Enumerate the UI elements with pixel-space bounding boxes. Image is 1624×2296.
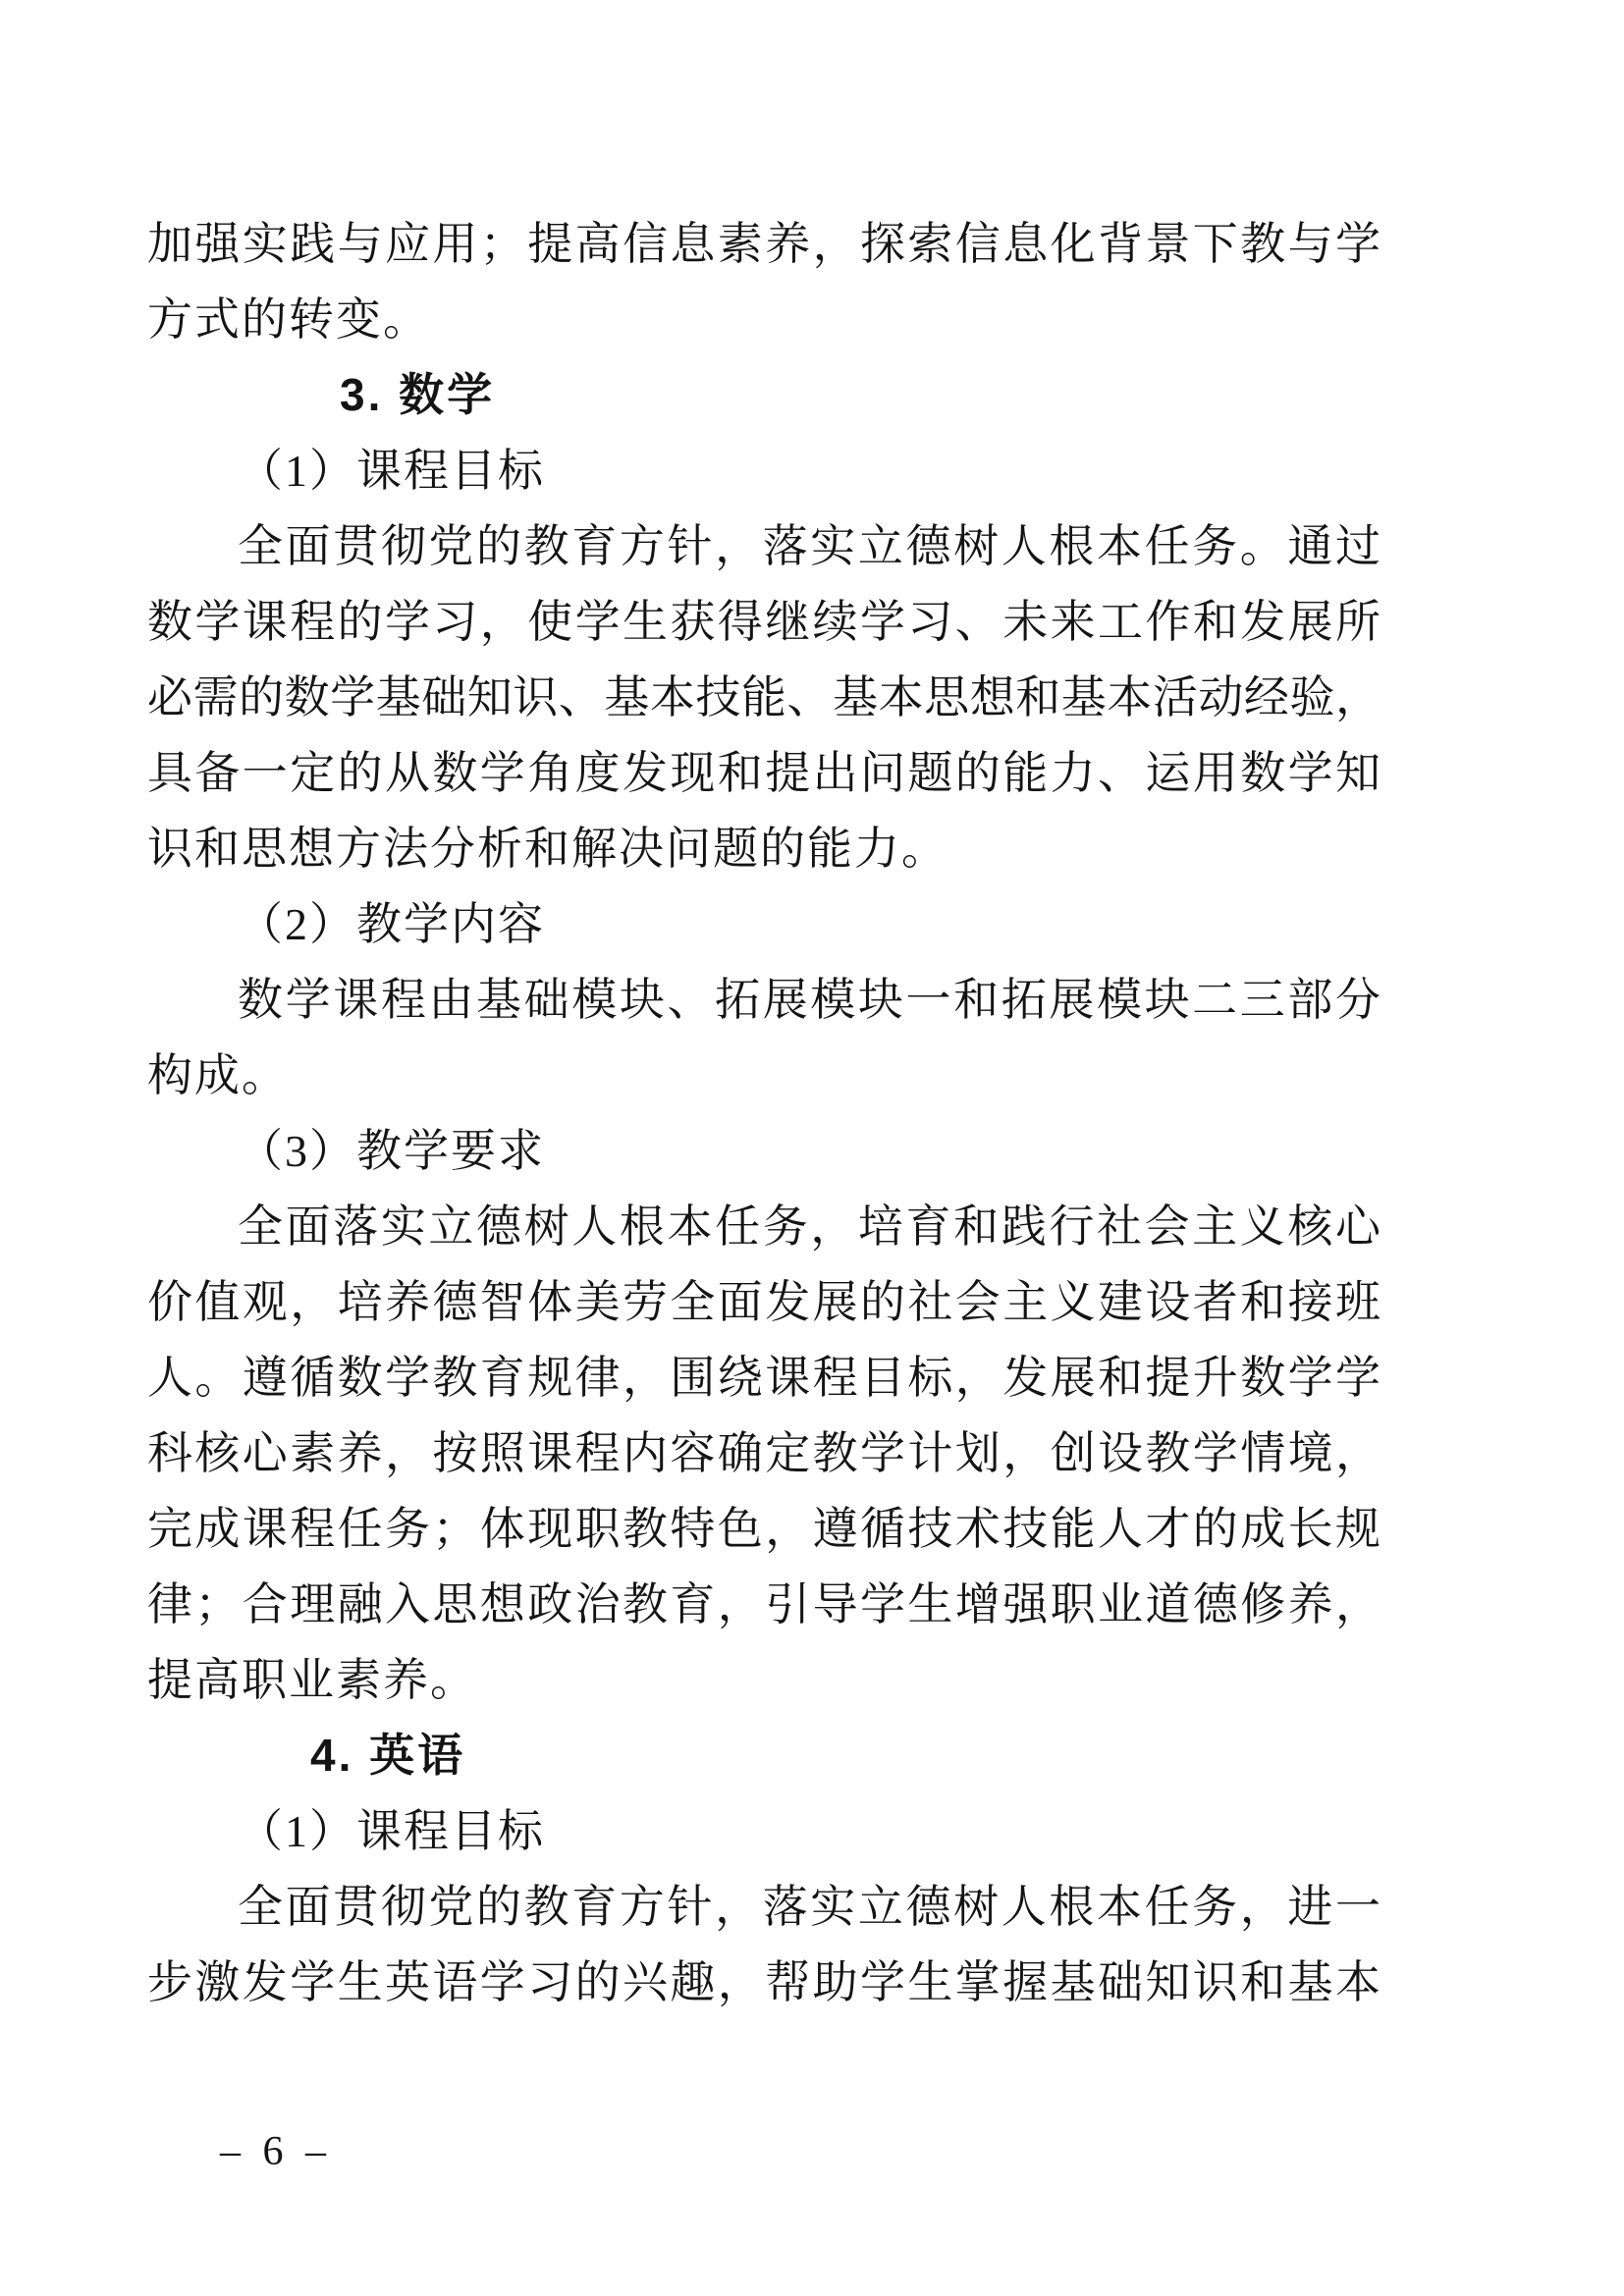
section-heading: 4. 英语 xyxy=(310,1730,466,1781)
section-heading: 3. 数学 xyxy=(340,369,496,420)
text-line: （1）课程目标 xyxy=(238,1806,545,1856)
text-line: 步激发学生英语学习的兴趣，帮助学生掌握基础知识和基本 xyxy=(147,1957,1380,2007)
text-line: 构成。 xyxy=(147,1050,289,1100)
text-line: 具备一定的从数学角度发现和提出问题的能力、运用数学知 xyxy=(147,748,1380,798)
document-body xyxy=(147,206,1380,2020)
text-line: 数学课程的学习，使学生获得继续学习、未来工作和发展所 xyxy=(147,597,1380,647)
text-line: 全面落实立德树人根本任务，培育和践行社会主义核心 xyxy=(238,1201,1380,1252)
text-line: 加强实践与应用；提高信息素养，探索信息化背景下教与学 xyxy=(147,219,1380,269)
text-line: 数学课程由基础模块、拓展模块一和拓展模块二三部分 xyxy=(238,975,1380,1025)
text-line: 人。遵循数学教育规律，围绕课程目标，发展和提升数学学 xyxy=(147,1353,1380,1403)
text-line: （2）教学内容 xyxy=(238,899,545,949)
text-line: 识和思想方法分析和解决问题的能力。 xyxy=(147,824,948,874)
text-line: 必需的数学基础知识、基本技能、基本思想和基本活动经验， xyxy=(147,672,1380,722)
text-line: 科核心素养，按照课程内容确定教学计划，创设教学情境， xyxy=(147,1428,1380,1478)
text-line: 全面贯彻党的教育方针，落实立德树人根本任务。通过 xyxy=(238,521,1380,571)
page-number: – 6 – xyxy=(220,2129,332,2174)
text-line: 方式的转变。 xyxy=(147,294,430,345)
text-line: 价值观，培养德智体美劳全面发展的社会主义建设者和接班 xyxy=(147,1277,1380,1327)
text-line: （3）教学要求 xyxy=(238,1126,545,1176)
text-line: （1）课程目标 xyxy=(238,446,545,496)
text-line: 完成课程任务；体现职教特色，遵循技术技能人才的成长规 xyxy=(147,1504,1380,1554)
text-line: 提高职业素养。 xyxy=(147,1655,477,1705)
text-line: 律；合理融入思想政治教育，引导学生增强职业道德修养， xyxy=(147,1579,1380,1629)
text-line: 全面贯彻党的教育方针，落实立德树人根本任务，进一 xyxy=(238,1882,1380,1932)
